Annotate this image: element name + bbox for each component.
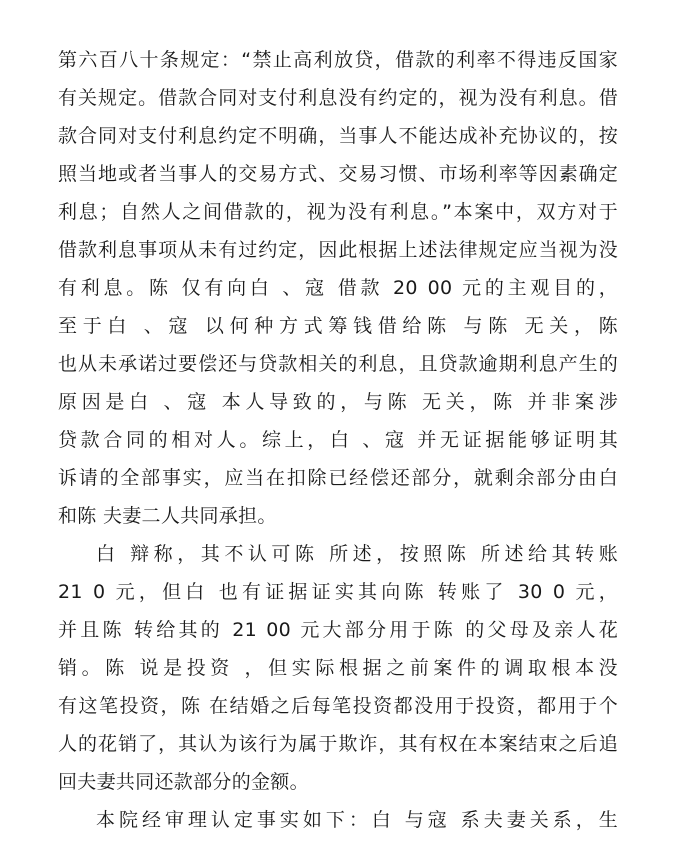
text-line: 照当地或者当事人的交易方式、交易习惯、市场利率等因素确定 <box>58 163 618 185</box>
paragraph <box>58 540 618 796</box>
text-line: 21 0 元，但白 也有证据证实其向陈 转账了 30 0 元， <box>58 581 618 603</box>
text-line: 本院经审理认定事实如下：白 与寇 系夫妻关系，生 <box>96 809 618 831</box>
text-line: 销。陈 说是投资 ，但实际根据之前案件的调取根本没 <box>58 657 618 679</box>
text-line: 贷款合同的相对人。综上，白 、寇 并无证据能够证明其 <box>58 429 618 451</box>
text-line: 有利息。陈 仅有向白 、寇 借款 20 00 元的主观目的， <box>58 277 618 299</box>
text-line: 利息；自然人之间借款的，视为没有利息。”本案中，双方对于 <box>58 201 618 223</box>
text-line: 并且陈 转给其的 21 00 元大部分用于陈 的父母及亲人花 <box>58 619 618 641</box>
text-line: 和陈 夫妻二人共同承担。 <box>58 505 277 527</box>
text-line: 款合同对支付利息约定不明确，当事人不能达成补充协议的，按 <box>58 125 618 147</box>
text-line: 有关规定。借款合同对支付利息没有约定的，视为没有利息。借 <box>58 87 618 109</box>
text-line: 回夫妻共同还款部分的金额。 <box>58 771 309 793</box>
document-body <box>58 46 618 844</box>
text-line: 诉请的全部事实，应当在扣除已经偿还部分，就剩余部分由白 <box>58 467 618 489</box>
paragraph <box>58 46 618 530</box>
text-line: 借款利息事项从未有过约定，因此根据上述法律规定应当视为没 <box>58 239 618 261</box>
text-line: 有这笔投资，陈 在结婚之后每笔投资都没用于投资，都用于个 <box>58 695 618 717</box>
text-line: 第六百八十条规定：“禁止高利放贷，借款的利率不得违反国家 <box>58 49 618 71</box>
paragraph <box>58 806 618 834</box>
text-line: 也从未承诺过要偿还与贷款相关的利息，且贷款逾期利息产生的 <box>58 353 618 375</box>
text-line: 至于白 、寇 以何种方式筹钱借给陈 与陈 无关，陈 <box>58 315 618 337</box>
text-line: 白 辩称，其不认可陈 所述，按照陈 所述给其转账 <box>96 543 618 565</box>
text-line: 原因是白 、寇 本人导致的，与陈 无关，陈 并非案涉 <box>58 391 618 413</box>
text-line: 人的花销了，其认为该行为属于欺诈，其有权在本案结束之后追 <box>58 733 618 755</box>
